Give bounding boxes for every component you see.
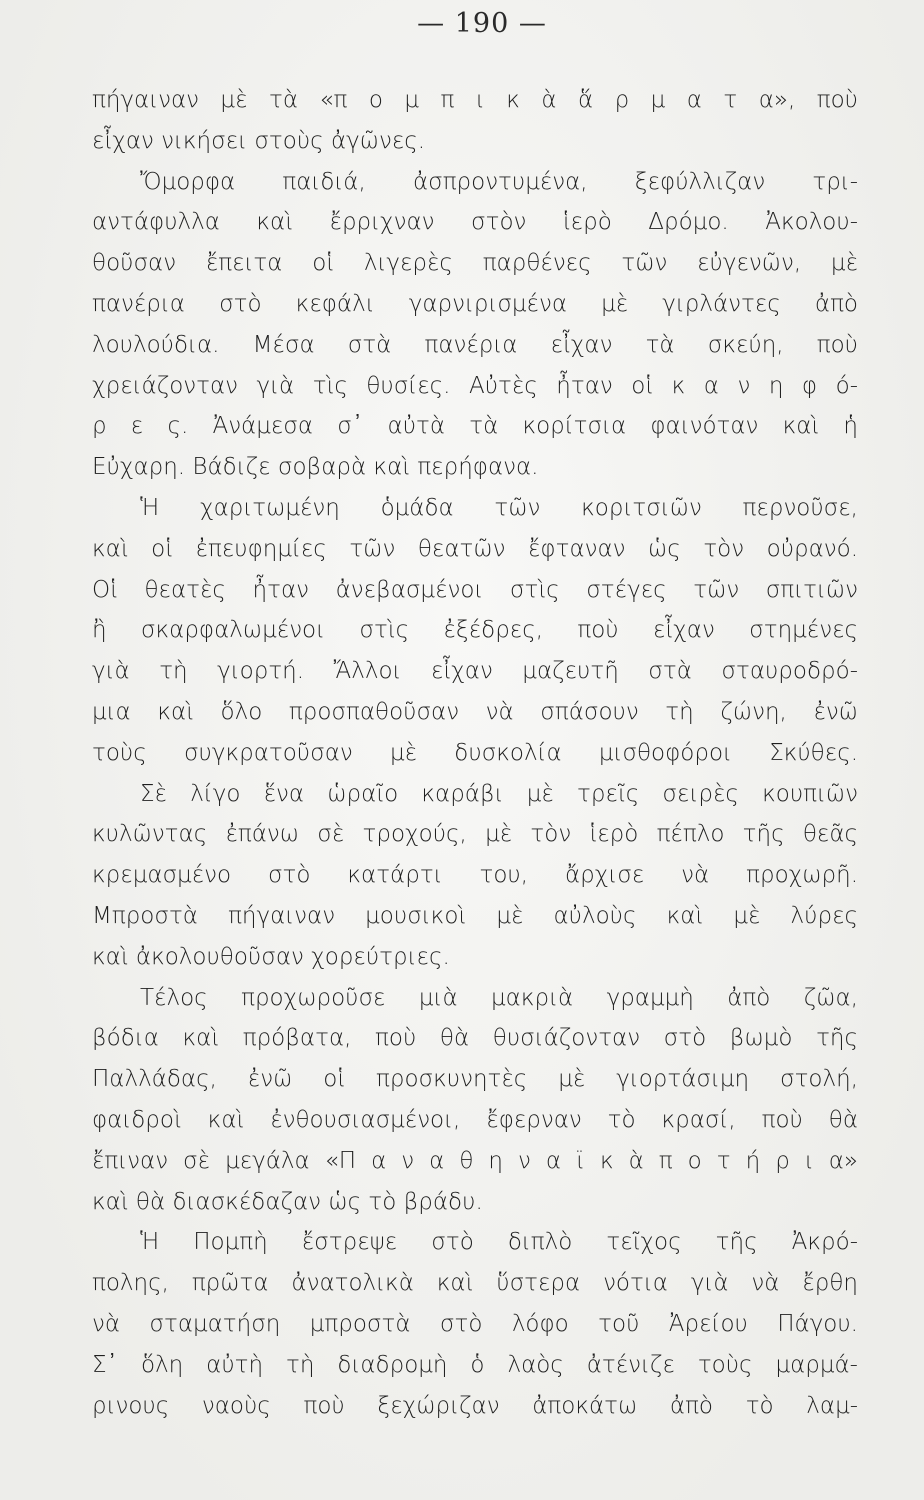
text-line: Παλλάδας, ἐνῶ οἱ προσκυνητὲς μὲ γιορτάσιμη στολή, bbox=[92, 1066, 858, 1093]
text-line: πολης, πρῶτα ἀνατολικὰ καὶ ὕστερα νότια γιὰ νὰ ἔρθη bbox=[92, 1270, 858, 1297]
text-line: Σὲ λίγο ἕνα ὡραῖο καράβι μὲ τρεῖς σειρὲς κουπιῶν bbox=[140, 780, 858, 807]
text-line: Τέλος προχωροῦσε μιὰ μακριὰ γραμμὴ ἀπὸ ζῶα, bbox=[140, 984, 858, 1011]
text-line: Ἡ Πομπὴ ἔστρεψε στὸ διπλὸ τεῖχος τῆς Ἀκρό- bbox=[140, 1229, 858, 1256]
text-line: θοῦσαν ἔπειτα οἱ λιγερὲς παρθένες τῶν εὐγενῶν, μὲ bbox=[92, 250, 858, 277]
text-line: χρειάζονταν γιὰ τὶς θυσίες. Αὐτὲς ἦταν οἱ κ α ν η φ ό- bbox=[92, 372, 858, 399]
text-line: Οἱ θεατὲς ἦταν ἀνεβασμένοι στὶς στέγες τῶν σπιτιῶν bbox=[92, 576, 858, 603]
text-line: ρ ε ς. Ἀνάμεσα σ᾽ αὐτὰ τὰ κορίτσια φαινόταν καὶ ἡ bbox=[92, 413, 858, 440]
text-line: ἔπιναν σὲ μεγάλα «Π α ν α θ η ν α ϊ κ ὰ π ο τ ή ρ ι α» bbox=[92, 1147, 858, 1174]
text-line: Μπροστὰ πήγαιναν μουσικοὶ μὲ αὐλοὺς καὶ μὲ λύρες bbox=[92, 902, 858, 929]
text-line: κυλῶντας ἐπάνω σὲ τροχούς, μὲ τὸν ἱερὸ πέπλο τῆς θεᾶς bbox=[92, 821, 858, 848]
page-number: — 190 — bbox=[417, 8, 547, 39]
text-line: ἢ σκαρφαλωμένοι στὶς ἐξέδρες, ποὺ εἶχαν στημένες bbox=[92, 617, 858, 644]
text-line: γιὰ τὴ γιορτή. Ἄλλοι εἶχαν μαζευτῆ στὰ σταυροδρό- bbox=[92, 658, 858, 685]
text-line: πήγαιναν μὲ τὰ «π ο μ π ι κ ὰ ἅ ρ μ α τ α», ποὺ bbox=[92, 87, 858, 113]
text-line: Ὄμορφα παιδιά, ἀσπροντυμένα, ξεφύλλιζαν τρι- bbox=[140, 168, 858, 195]
text-line: εἶχαν νικήσει στοὺς ἀγῶνες. bbox=[92, 127, 426, 154]
text-line: τοὺς συγκρατοῦσαν μὲ δυσκολία μισθοφόροι Σκύθες. bbox=[92, 739, 858, 766]
text-line: φαιδροὶ καὶ ἐνθουσιασμένοι, ἔφερναν τὸ κρασί, ποὺ θὰ bbox=[92, 1106, 858, 1133]
body-text bbox=[92, 80, 858, 1426]
text-line: μια καὶ ὅλο προσπαθοῦσαν νὰ σπάσουν τὴ ζώνη, ἐνῶ bbox=[92, 698, 858, 725]
text-line: καὶ θὰ διασκέδαζαν ὡς τὸ βράδυ. bbox=[92, 1188, 483, 1215]
text-line: Σ᾽ ὅλη αὐτὴ τὴ διαδρομὴ ὁ λαὸς ἀτένιζε τοὺς μαρμά- bbox=[92, 1351, 858, 1378]
text-line: αντάφυλλα καὶ ἔρριχναν στὸν ἱερὸ Δρόμο. Ἀκολου- bbox=[92, 209, 858, 236]
text-line: ρινους ναοὺς ποὺ ξεχώριζαν ἀποκάτω ἀπὸ τὸ λαμ- bbox=[92, 1392, 858, 1419]
text-line: λουλούδια. Μέσα στὰ πανέρια εἶχαν τὰ σκεύη, ποὺ bbox=[92, 331, 858, 358]
text-line: καὶ οἱ ἐπευφημίες τῶν θεατῶν ἔφταναν ὡς τὸν οὐρανό. bbox=[92, 535, 858, 562]
text-line: καὶ ἀκολουθοῦσαν χορεύτριες. bbox=[92, 943, 450, 970]
text-line: νὰ σταματήση μπροστὰ στὸ λόφο τοῦ Ἀρείου Πάγου. bbox=[92, 1310, 858, 1337]
text-line: Εὐχαρη. Βάδιζε σοβαρὰ καὶ περήφανα. bbox=[92, 454, 539, 481]
text-line: Ἡ χαριτωμένη ὁμάδα τῶν κοριτσιῶν περνοῦσε, bbox=[140, 494, 858, 521]
text-line: πανέρια στὸ κεφάλι γαρνιρισμένα μὲ γιρλάντες ἀπὸ bbox=[92, 290, 858, 317]
text-line: κρεμασμένο στὸ κατάρτι του, ἄρχισε νὰ προχωρῆ. bbox=[92, 862, 858, 889]
text-line: βόδια καὶ πρόβατα, ποὺ θὰ θυσιάζονταν στὸ βωμὸ τῆς bbox=[92, 1025, 858, 1052]
